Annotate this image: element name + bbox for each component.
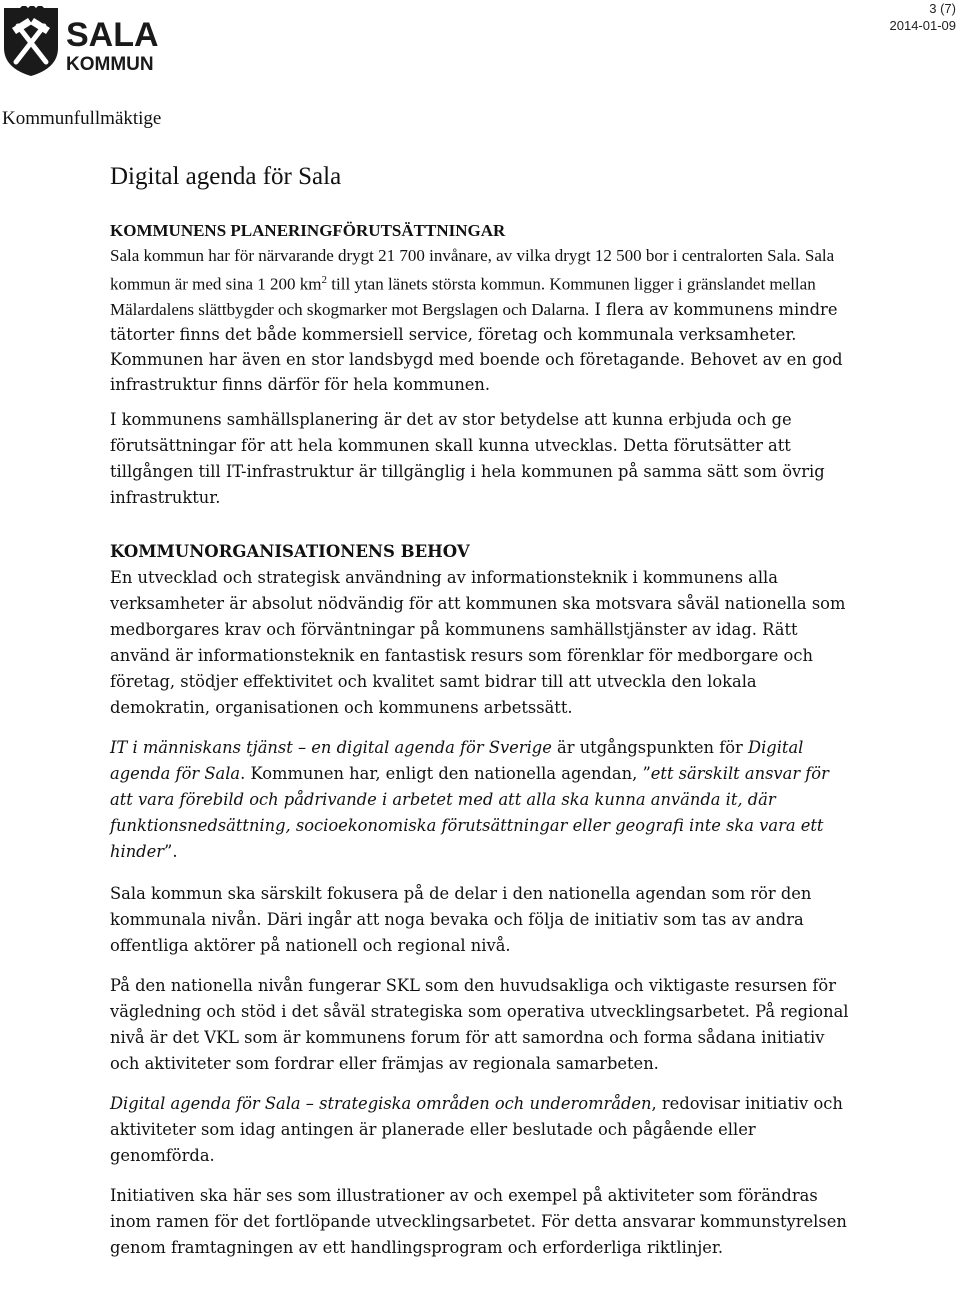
sala-kommun-logo	[2, 6, 162, 76]
document-date: 2014-01-09	[889, 18, 956, 33]
paragraph-text: . Kommunen har, enligt den nationella agendan, ”	[240, 763, 651, 783]
page-number: 3 (7)	[929, 1, 956, 16]
italic-text: Digital agenda för Sala – strategiska områden och underområden	[110, 1093, 652, 1113]
document-body	[110, 160, 850, 1273]
paragraph-needs-6: Initiativen ska här ses som illustrationer av och exempel på aktiviteter som förändras inom ramen för det fortlöpande utvecklingsarbetet. För detta ansvarar kommunstyrelsen genom framtagningen av ett handlingsprogram och erforderliga riktlinjer.	[110, 1185, 847, 1257]
italic-text: ett särskilt ansvar för att vara förebild och pådrivande i arbetet med att alla ska kunna använda it, där funktionsnedsättning, socioekonomiska förutsättningar eller geografi inte ska vara ett hinder	[110, 763, 829, 861]
paragraph-planning-2: I kommunens samhällsplanering är det av stor betydelse att kunna erbjuda och ge förutsättningar för att hela kommunen skall kunna utvecklas. Detta förutsätter att tillgången till IT-infrastruktur är tillgänglig i hela kommunen på samma sätt som övrig infrastruktur.	[110, 409, 825, 507]
logo-text-bottom: KOMMUN	[66, 54, 154, 75]
paragraph-needs-4: På den nationella nivån fungerar SKL som den huvudsakliga och viktigaste resursen för vägledning och stöd i det såväl strategiska som operativa utvecklingsarbetet. På regional nivå är det VKL som är kommunens forum för att samordna och forma sådana initiativ och aktiviteter som fordrar eller främjas av regionala samarbeten.	[110, 975, 849, 1073]
superscript: 2	[321, 274, 328, 286]
italic-text: IT i människans tjänst – en digital agenda för Sverige	[110, 737, 552, 757]
section-heading-needs: KOMMUNORGANISATIONENS BEHOV	[110, 541, 470, 561]
paragraph-needs-3: Sala kommun ska särskilt fokusera på de delar i den nationella agendan som rör den kommunala nivån. Däri ingår att noga bevaka och följa de initiativ som tas av andra offentliga aktörer på nationell och regional nivå.	[110, 883, 812, 955]
paragraph-needs-5	[110, 1091, 850, 1169]
italic-text: Digital agenda för Sala	[110, 737, 804, 783]
paragraph-planning-1	[110, 243, 850, 397]
paragraph-text: till ytan länets största kommun. Kommunen ligger i gränslandet mellan Mälardalens slättbygder och skogmarker mot Bergslagen och Dalarna.	[110, 274, 816, 319]
organization-name: Kommunfullmäktige	[2, 108, 162, 129]
page-info	[890, 0, 957, 34]
logo-text-top: SALA	[66, 16, 159, 54]
paragraph-text: ”.	[164, 841, 178, 861]
paragraph-text: är utgångspunkten för	[551, 737, 749, 757]
paragraph-needs-1: En utvecklad och strategisk användning av informationsteknik i kommunens alla verksamheter är absolut nödvändig för att kommunen ska motsvara såväl nationella som medborgares krav och förväntningar på kommunens samhällstjänster av idag. Rätt använd är informationsteknik en fantastisk resurs som förenklar för medborgare och företag, stödjer effektivitet och kvalitet samt bidrar till att utveckla den lokala demokratin, organisationen och kommunens arbetssätt.	[110, 567, 846, 717]
paragraph-text: Sala kommun har för närvarande drygt 21 700 invånare, av vilka drygt 12 500 bor i centralorten Sala. Sala kommun är med sina 1 200 km	[110, 246, 835, 294]
section-heading-planning: KOMMUNENS PLANERINGFÖRUTSÄTTNINGAR	[110, 221, 506, 240]
document-title: Digital agenda för Sala	[110, 163, 342, 190]
paragraph-text: , redovisar initiativ och aktiviteter som idag antingen är planerade eller beslutade och pågående eller genomförda.	[110, 1093, 843, 1165]
paragraph-needs-2	[110, 735, 850, 865]
paragraph-text: I flera av kommunens mindre tätorter finns det både kommersiell service, företag och kommunala verksamheter. Kommunen har även en stor landsbygd med boende och företagande. Behovet av en god infrastruktur finns därför för hela kommunen.	[110, 299, 843, 394]
